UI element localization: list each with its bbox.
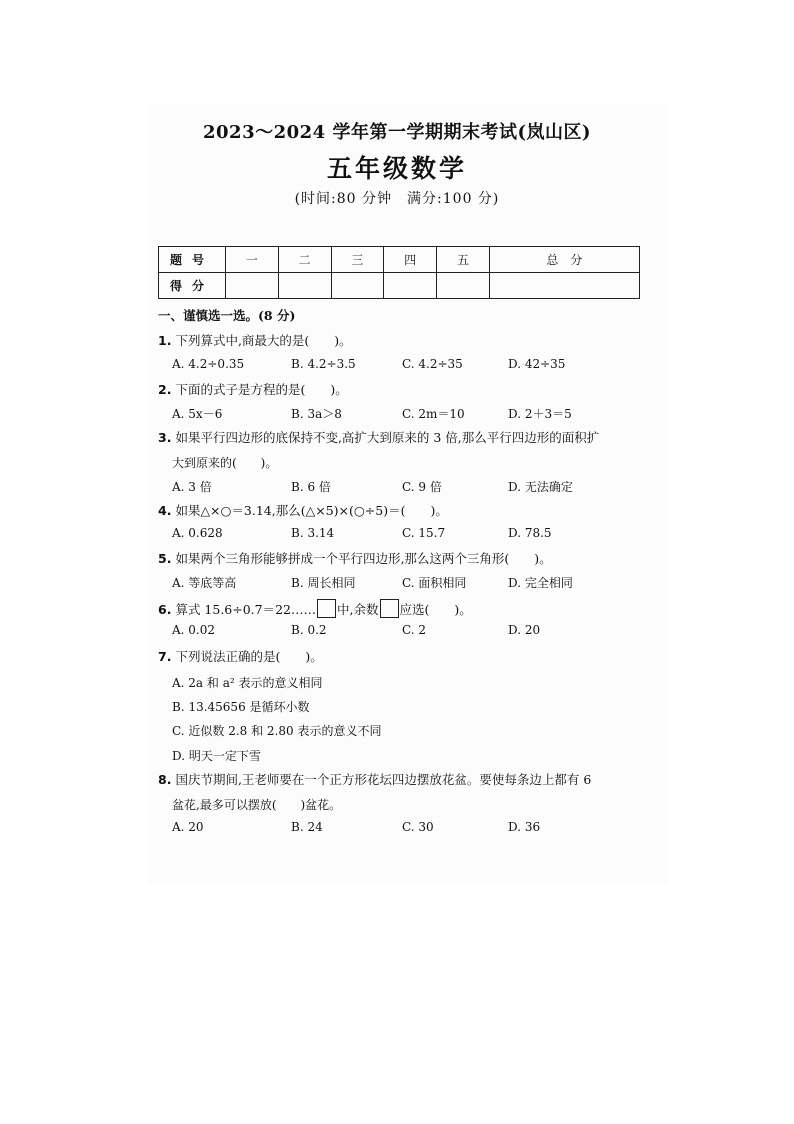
- option-c: C. 2: [402, 623, 427, 637]
- question-text: 下列说法正确的是( )。: [175, 649, 323, 664]
- option-a: A. 5x－6: [172, 407, 223, 421]
- question-number: 2.: [158, 382, 172, 397]
- question-number: 8.: [158, 772, 172, 787]
- question-number: 6.: [158, 602, 172, 617]
- option-c: C. 15.7: [402, 526, 446, 540]
- statement-d: D. 明天一定下雪: [172, 749, 261, 763]
- question-2: [158, 381, 348, 399]
- option-c: C. 4.2÷35: [402, 357, 463, 371]
- option-b: B. 0.2: [291, 623, 327, 637]
- option-b: B. 4.2÷3.5: [291, 357, 356, 371]
- question-number: 7.: [158, 649, 172, 664]
- score-table-row-label: 得分: [159, 273, 226, 299]
- question-3: [158, 429, 599, 447]
- question-text: 算式 15.6÷0.7＝22……: [175, 602, 317, 617]
- option-d: D. 42÷35: [508, 357, 566, 371]
- score-cell[interactable]: [278, 273, 331, 299]
- question-number: 3.: [158, 430, 172, 445]
- exam-title: 2023～2024 学年第一学期期末考试(岚山区): [203, 122, 591, 143]
- option-d: D. 78.5: [508, 526, 552, 540]
- option-a: A. 3 倍: [172, 480, 212, 494]
- score-table-column: 三: [331, 247, 384, 273]
- question-text: 如果△×○＝3.14,那么(△×5)×(○÷5)＝( )。: [175, 503, 448, 518]
- question-4: [158, 502, 448, 520]
- options-8: [172, 820, 652, 838]
- score-table: [158, 246, 640, 299]
- options-3: [172, 478, 652, 496]
- score-table-column: 四: [384, 247, 437, 273]
- options-1: [172, 357, 652, 375]
- question-text: 下面的式子是方程的是( )。: [175, 382, 348, 397]
- option-d: D. 2＋3＝5: [508, 407, 572, 421]
- options-5: [172, 574, 652, 592]
- score-table-column: 二: [278, 247, 331, 273]
- question-5: [158, 550, 552, 568]
- score-cell[interactable]: [331, 273, 384, 299]
- question-text: 下列算式中,商最大的是( )。: [175, 333, 352, 348]
- option-a: A. 4.2÷0.35: [172, 357, 245, 371]
- question-text: 国庆节期间,王老师要在一个正方形花坛四边摆放花盆。要使每条边上都有 6: [175, 772, 592, 787]
- score-table-header-row: [159, 247, 640, 273]
- option-b: B. 6 倍: [291, 480, 331, 494]
- question-number: 1.: [158, 333, 172, 348]
- exam-info: (时间:80 分钟 满分:100 分): [294, 191, 500, 207]
- option-c: C. 30: [402, 820, 434, 834]
- option-b: B. 24: [291, 820, 323, 834]
- option-a: A. 0.628: [172, 526, 223, 540]
- score-table-column: 五: [437, 247, 490, 273]
- score-cell[interactable]: [384, 273, 437, 299]
- option-c: C. 面积相同: [402, 576, 467, 590]
- option-d: D. 完全相同: [508, 576, 573, 590]
- question-3-continued: 大到原来的( )。: [172, 456, 278, 470]
- statement-b: B. 13.45656 是循环小数: [172, 700, 310, 714]
- blank-box[interactable]: [380, 599, 399, 618]
- question-text: 中,余数: [337, 602, 379, 617]
- question-number: 5.: [158, 551, 172, 566]
- option-c: C. 9 倍: [402, 480, 442, 494]
- option-b: B. 周长相同: [291, 576, 356, 590]
- question-6: [158, 599, 472, 619]
- options-4: [172, 526, 652, 544]
- score-cell[interactable]: [226, 273, 279, 299]
- option-a: A. 0.02: [172, 623, 216, 637]
- score-cell[interactable]: [437, 273, 490, 299]
- score-table-column: 总 分: [489, 247, 639, 273]
- option-d: D. 无法确定: [508, 480, 573, 494]
- options-2: [172, 405, 652, 423]
- statement-a: A. 2a 和 a² 表示的意义相同: [172, 676, 323, 690]
- option-c: C. 2m＝10: [402, 407, 465, 421]
- question-number: 4.: [158, 503, 172, 518]
- blank-box[interactable]: [317, 599, 336, 618]
- section-title: 一、谨慎选一选。(8 分): [158, 308, 296, 323]
- option-b: B. 3.14: [291, 526, 335, 540]
- question-text: 应选( )。: [399, 602, 472, 617]
- question-text: 如果平行四边形的底保持不变,高扩大到原来的 3 倍,那么平行四边形的面积扩: [175, 430, 600, 445]
- question-text: 如果两个三角形能够拼成一个平行四边形,那么这两个三角形( )。: [175, 551, 552, 566]
- question-8-continued: 盆花,最多可以摆放( )盆花。: [172, 798, 342, 812]
- score-table-score-row: [159, 273, 640, 299]
- score-table-column: 一: [226, 247, 279, 273]
- question-1: [158, 332, 352, 350]
- option-a: A. 等底等高: [172, 576, 237, 590]
- options-6: [172, 623, 652, 641]
- option-b: B. 3a＞8: [291, 407, 342, 421]
- score-table-row-label: 题号: [159, 247, 226, 273]
- question-7: [158, 648, 323, 666]
- exam-subject: 五年级数学: [326, 154, 467, 183]
- option-d: D. 36: [508, 820, 541, 834]
- option-d: D. 20: [508, 623, 541, 637]
- option-a: A. 20: [172, 820, 204, 834]
- statement-c: C. 近似数 2.8 和 2.80 表示的意义不同: [172, 724, 382, 738]
- score-cell[interactable]: [489, 273, 639, 299]
- question-8: [158, 771, 591, 789]
